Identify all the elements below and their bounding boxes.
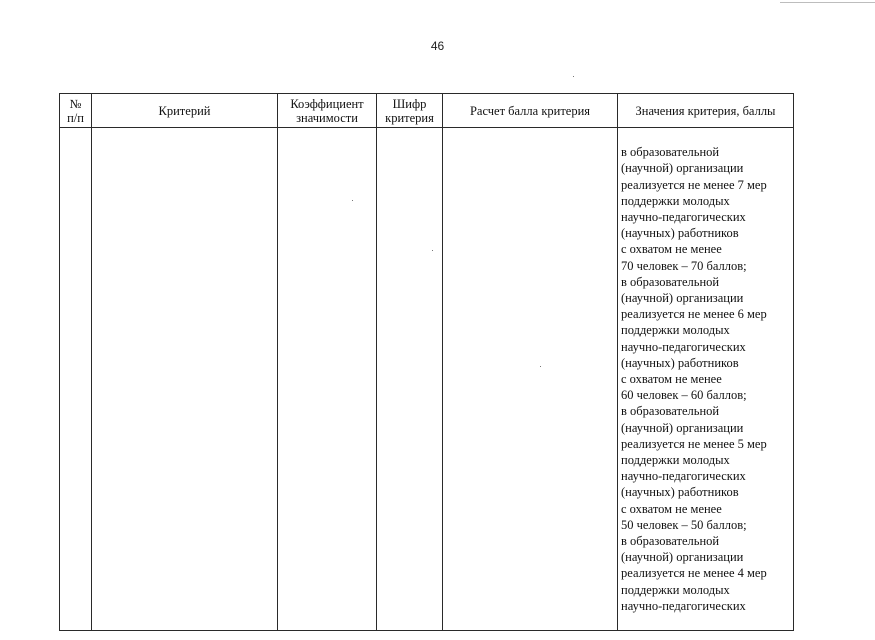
- table-row: [60, 128, 794, 631]
- cell-coefficient: [278, 128, 377, 631]
- scan-speck: [432, 250, 433, 251]
- cell-values: [618, 128, 794, 631]
- scan-speck: [540, 366, 541, 367]
- header-code: Шифр критерия: [377, 94, 443, 128]
- header-calculation: Расчет балла критерия: [443, 94, 618, 128]
- header-coefficient: Коэффициент значимости: [278, 94, 377, 128]
- header-values: Значения критерия, баллы: [618, 94, 794, 128]
- page-number: 46: [430, 39, 445, 53]
- scan-edge-line: [780, 0, 875, 3]
- criterion-values-text: в образовательной (научной) организации реализуется не менее 7 мер поддержки молодых научно-педагогических (научных) работников с охватом не менее 70 человек – 70 баллов; в образовательной (научной) организации реализуется не менее 6 мер поддержки молодых научно-педагогических (научных) работников с охватом не менее 60 человек – 60 баллов; в образовательной (научной) организации реализуется не менее 5 мер поддержки молодых научно-педагогических (научных) работников с охватом не менее 50 человек – 50 баллов; в образовательной (научной) организации реализуется не менее 4 мер поддержки молодых научно-педагогических: [621, 145, 767, 613]
- scan-speck: [352, 200, 353, 201]
- cell-criterion: [92, 128, 278, 631]
- criteria-table: [59, 93, 794, 631]
- cell-num: [60, 128, 92, 631]
- table-header-row: [60, 94, 794, 128]
- scan-speck: [573, 76, 574, 77]
- cell-code: [377, 128, 443, 631]
- header-criterion: Критерий: [92, 94, 278, 128]
- cell-calculation: [443, 128, 618, 631]
- header-num: № п/п: [60, 94, 92, 128]
